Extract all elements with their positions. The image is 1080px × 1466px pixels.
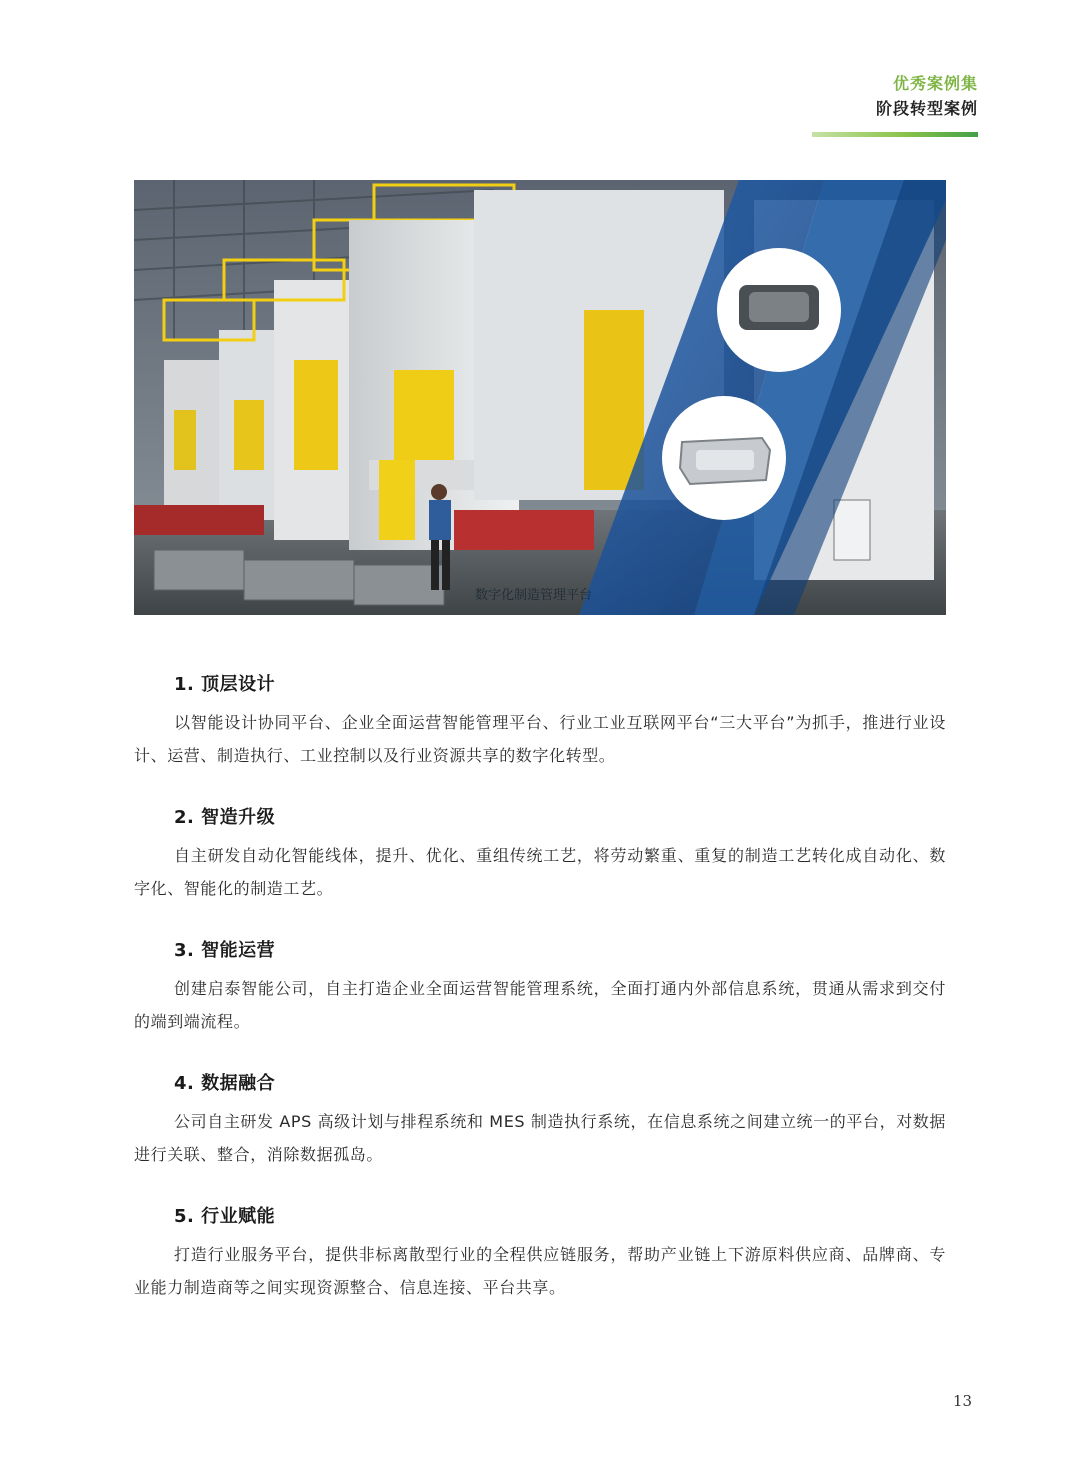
- page-number: 13: [953, 1392, 973, 1410]
- section-3: [134, 936, 946, 1038]
- section-title: 5. 行业赋能: [174, 1206, 276, 1227]
- section-body: 打造行业服务平台，提供非标离散型行业的全程供应链服务，帮助产业链上下游原料供应商、品牌商、专业能力制造商等之间实现资源整合、信息连接、平台共享。: [134, 1245, 946, 1297]
- section-title: 4. 数据融合: [174, 1073, 276, 1094]
- running-header: [876, 72, 978, 122]
- mold-product-circle: [717, 248, 841, 372]
- oil-pan-circle: [662, 396, 786, 520]
- section-body: 以智能设计协同平台、企业全面运营智能管理平台、行业工业互联网平台“三大平台”为抓手，推进行业设计、运营、制造执行、工业控制以及行业资源共享的数字化转型。: [134, 713, 946, 765]
- section-title: 1. 顶层设计: [174, 674, 276, 695]
- section-body: 公司自主研发 APS 高级计划与排程系统和 MES 制造执行系统，在信息系统之间建立统一的平台，对数据进行关联、整合，消除数据孤岛。: [134, 1112, 946, 1164]
- section-2: [134, 803, 946, 905]
- photo-caption: 数字化制造管理平台: [475, 588, 593, 603]
- factory-photo: [134, 180, 946, 615]
- header-section-title: 阶段转型案例: [875, 99, 978, 118]
- header-series-title: 优秀案例集: [892, 74, 978, 93]
- section-body: 创建启泰智能公司，自主打造企业全面运营智能管理系统，全面打通内外部信息系统，贯通从需求到交付的端到端流程。: [134, 979, 946, 1031]
- case-content: [134, 670, 946, 1335]
- section-5: [134, 1202, 946, 1304]
- section-title: 3. 智能运营: [174, 940, 276, 961]
- factory-illustration: [134, 180, 946, 615]
- header-rule: [812, 132, 978, 137]
- section-1: [134, 670, 946, 772]
- section-title: 2. 智造升级: [174, 807, 276, 828]
- section-body: 自主研发自动化智能线体，提升、优化、重组传统工艺，将劳动繁重、重复的制造工艺转化成自动化、数字化、智能化的制造工艺。: [134, 846, 946, 898]
- section-4: [134, 1069, 946, 1171]
